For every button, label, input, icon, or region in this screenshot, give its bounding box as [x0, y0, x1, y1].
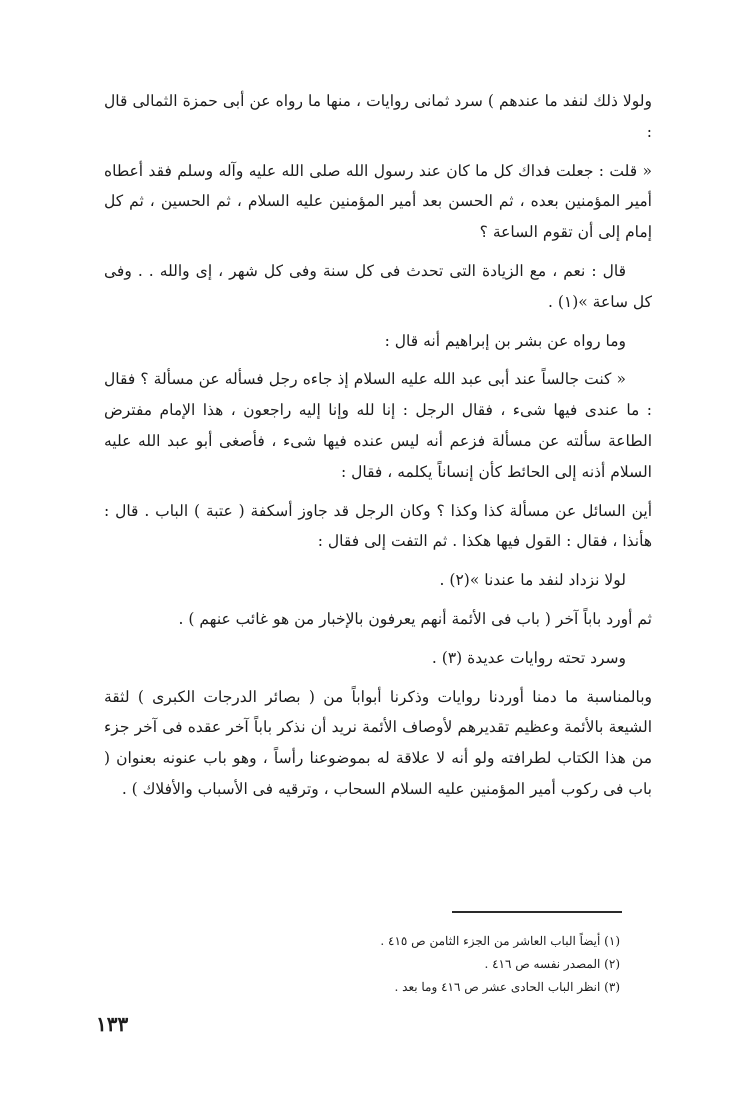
paragraph-5: « كنت جالساً عند أبى عبد الله عليه السلام إذ جاءه رجل فسأله عن مسألة ؟ فقال : ما عندى فيها شىء ، فقال الرجل : إنا لله وإنا إليه راجعون ، هذا الإمام مفترض الطاعة سألته عن مسألة فزعم أنه ليس عنده فيها شىء ، فأصغى أبو عبد الله عليه السلام أذنه إلى الحائط كأن إنساناً يكلمه ، فقال : [104, 370, 652, 481]
footnote-2: (٢) المصدر نفسه ص ٤١٦ . [484, 957, 620, 971]
paragraph-9: وسرد تحته روايات عديدة (٣) . [431, 648, 626, 667]
main-text [104, 86, 652, 813]
paragraph-3: قال : نعم ، مع الزيادة التى تحدث فى كل سنة وفى كل شهر ، إى والله . . وفى كل ساعة »(١) . [104, 261, 652, 311]
paragraph-4: وما رواه عن بشر بن إبراهيم أنه قال : [384, 331, 626, 350]
paragraph-1: ولولا ذلك لنفد ما عندهم ) سرد ثمانى روايات ، منها ما رواه عن أبى حمزة الثمالى قال : [104, 92, 652, 141]
paragraph-7: لولا نزداد لنفد ما عندنا »(٢) . [439, 571, 626, 590]
page-number: ١٣٣ [96, 1012, 129, 1036]
footnote-divider [452, 911, 622, 913]
paragraph-6: أين السائل عن مسألة كذا وكذا ؟ وكان الرجل قد جاوز أسكفة ( عتبة ) الباب . قال : هأنذا ، فقال : القول فيها هكذا . ثم التفت إلى فقال : [104, 501, 652, 551]
paragraph-10: وبالمناسبة ما دمنا أوردنا روايات وذكرنا أبواباً من ( بصائر الدرجات الكبرى ) لثقة الشيعة بالأئمة وعظيم تقديرهم لأوصاف الأئمة نريد أن نذكر باباً آخر عقده فى آخر جزء من هذا الكتاب لطرافته ولو أنه لا علاقة له بموضوعنا رأساً ، وهو باب عنونه بعنوان ( باب فى ركوب أمير المؤمنين عليه السلام السحاب ، وترقيه فى الأسباب والأفلاك ) . [104, 687, 652, 798]
footnote-3: (٣) انظر الباب الحادى عشر ص ٤١٦ وما بعد . [394, 980, 620, 994]
footnotes [280, 930, 620, 999]
footnote-1: (١) أيضاً الباب العاشر من الجزء الثامن ص ٤١٥ . [380, 934, 620, 948]
paragraph-2: « قلت : جعلت فداك كل ما كان عند رسول الله صلى الله عليه وآله وسلم فقد أعطاه أمير المؤمنين بعده ، ثم الحسن بعد أمير المؤمنين عليه السلام ، ثم الحسين ، ثم كل إمام إلى أن تقوم الساعة ؟ [104, 161, 652, 242]
paragraph-8: ثم أورد باباً آخر ( باب فى الأئمة أنهم يعرفون بالإخبار من هو غائب عنهم ) . [178, 609, 652, 628]
